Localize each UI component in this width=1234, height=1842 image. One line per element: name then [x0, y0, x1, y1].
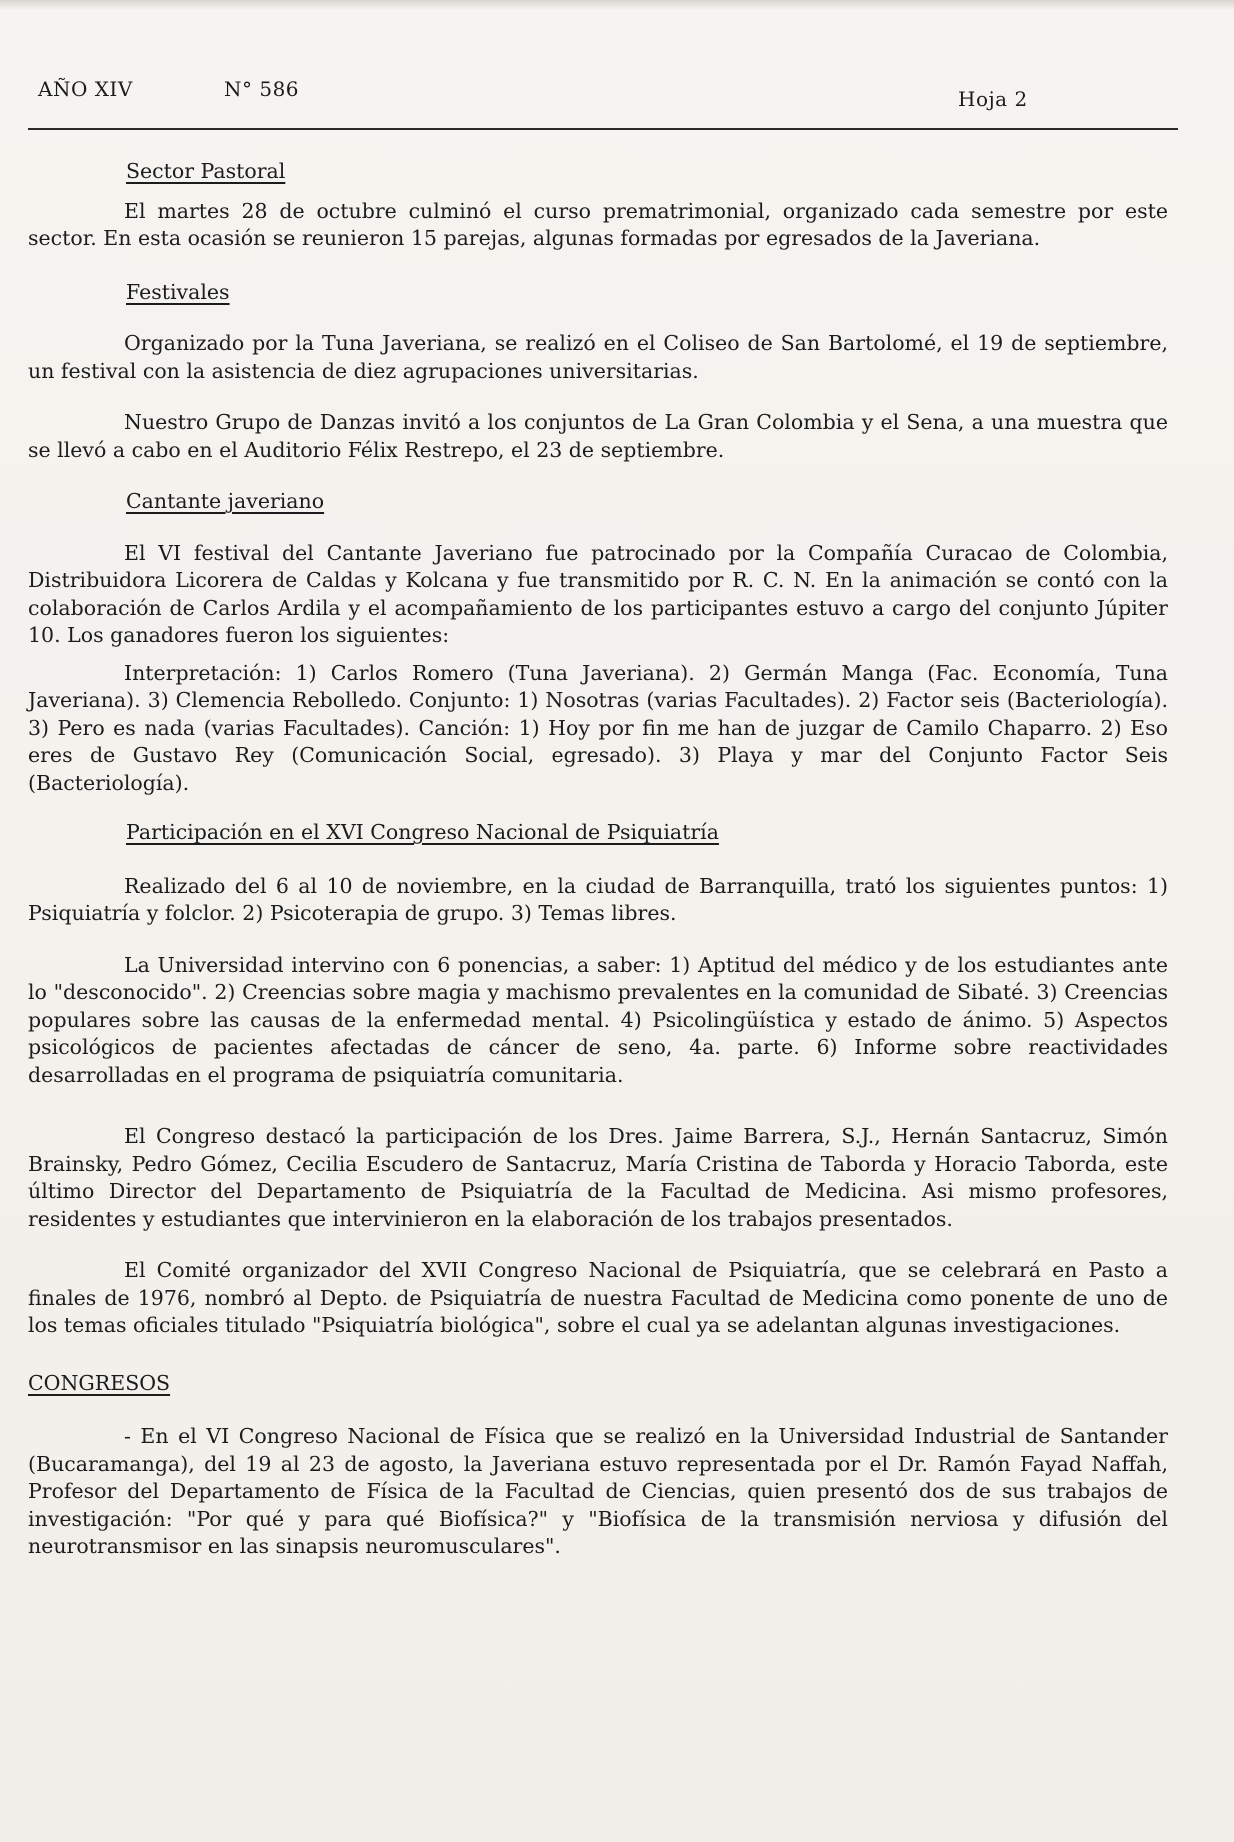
page-content	[28, 158, 1168, 1585]
section-heading-psiquiatria: Participación en el XVI Congreso Nacional de Psiquiatría	[126, 820, 719, 844]
header-issue-number: N° 586	[224, 77, 300, 101]
section-festivales	[28, 277, 1168, 465]
page-header	[38, 77, 1176, 113]
pastoral-paragraph-1: El martes 28 de octubre culminó el curso prematrimonial, organizado cada semestre por este sector. En esta ocasión se reunieron 15 parejas, algunas formadas por egresados de la Javeriana.	[28, 198, 1168, 250]
section-psiquiatria	[28, 819, 1168, 1340]
header-rule	[28, 128, 1178, 130]
header-year: AÑO XIV	[38, 77, 133, 101]
cantante-paragraph-1: El VI festival del Cantante Javeriano fue patrocinado por la Compañía Curacao de Colombia, Distribuidora Licorera de Caldas y Kolcana y fue transmitido por R. C. N. En la animación se contó con la colaboración de Carlos Ardila y el acompañamiento de los participantes estuvo a cargo del conjunto Júpiter 10. Los ganadores fueron los siguientes:	[28, 540, 1168, 647]
congresos-paragraph-1: - En el VI Congreso Nacional de Física que se realizó en la Universidad Industrial de Santander (Bucaramanga), del 19 al 23 de agosto, la Javeriana estuvo representada por el Dr. Ramón Fayad Naffah, Profesor del Departamento de Física de la Facultad de Ciencias, quien presentó dos de sus trabajos de investigación: "Por qué y para qué Biofísica?" y "Biofísica de la transmisión nerviosa y difusión del neurotransmisor en las sinapsis neuromusculares".	[28, 1424, 1168, 1558]
festivales-paragraph-2: Nuestro Grupo de Danzas invitó a los conjuntos de La Gran Colombia y el Sena, a una muestra que se llevó a cabo en el Auditorio Félix Restrepo, el 23 de septiembre.	[28, 410, 1168, 462]
section-congresos	[28, 1364, 1168, 1561]
page-top-edge	[0, 0, 1234, 10]
cantante-winners-list: Interpretación: 1) Carlos Romero (Tuna Javeriana). 2) Germán Manga (Fac. Economía, Tuna Javeriana). 3) Clemencia Rebolledo. Conjunto: 1) Nosotras (varias Facultades). 2) Factor seis (Bacteriología). 3) Pero es nada (varias Facultades). Canción: 1) Hoy por fin me han de juzgar de Camilo Chaparro. 2) Eso eres de Gustavo Rey (Comunicación Social, egresado). 3) Playa y mar del Conjunto Factor Seis (Bacteriología).	[28, 660, 1168, 795]
header-sheet-number: Hoja 2	[958, 87, 1028, 111]
psiquiatria-paragraph-2: La Universidad intervino con 6 ponencias, a saber: 1) Aptitud del médico y de los estudiantes ante lo "desconocido". 2) Creencias sobre magia y machismo prevalentes en la comunidad de Sibaté. 3) Creencias populares sobre las causas de la enfermedad mental. 4) Psicolingüística y estado de ánimo. 5) Aspectos psicológicos de pacientes afectadas de cáncer de seno, 4a. parte. 6) Informe sobre reactividades desarrolladas en el programa de psiquiatría comunitaria.	[28, 952, 1168, 1087]
psiquiatria-paragraph-4: El Comité organizador del XVII Congreso Nacional de Psiquiatría, que se celebrará en Pasto a finales de 1976, nombró al Depto. de Psiquiatría de nuestra Facultad de Medicina como ponente de uno de los temas oficiales titulado "Psiquiatría biológica", sobre el cual ya se adelantan algunas investigaciones.	[28, 1258, 1168, 1337]
section-heading-cantante: Cantante javeriano	[126, 489, 325, 513]
section-heading-festivales: Festivales	[126, 279, 230, 304]
psiquiatria-paragraph-1: Realizado del 6 al 10 de noviembre, en la ciudad de Barranquilla, trató los siguientes puntos: 1) Psiquiatría y folclor. 2) Psicoterapia de grupo. 3) Temas libres.	[28, 873, 1168, 925]
section-heading-congresos: CONGRESOS	[28, 1370, 171, 1395]
section-heading-pastoral: Sector Pastoral	[126, 159, 286, 183]
section-pastoral	[28, 158, 1168, 253]
psiquiatria-paragraph-3: El Congreso destacó la participación de los Dres. Jaime Barrera, S.J., Hernán Santacruz, Simón Brainsky, Pedro Gómez, Cecilia Escudero de Santacruz, María Cristina de Taborda y Horacio Taborda, este último Director del Departamento de Psiquiatría de la Facultad de Medicina. Asi mismo profesores, residentes y estudiantes que intervinieron en la elaboración de los trabajos presentados.	[28, 1124, 1168, 1231]
section-cantante	[28, 488, 1168, 797]
festivales-paragraph-1: Organizado por la Tuna Javeriana, se realizó en el Coliseo de San Bartolomé, el 19 de septiembre, un festival con la asistencia de diez agrupaciones universitarias.	[28, 331, 1168, 383]
